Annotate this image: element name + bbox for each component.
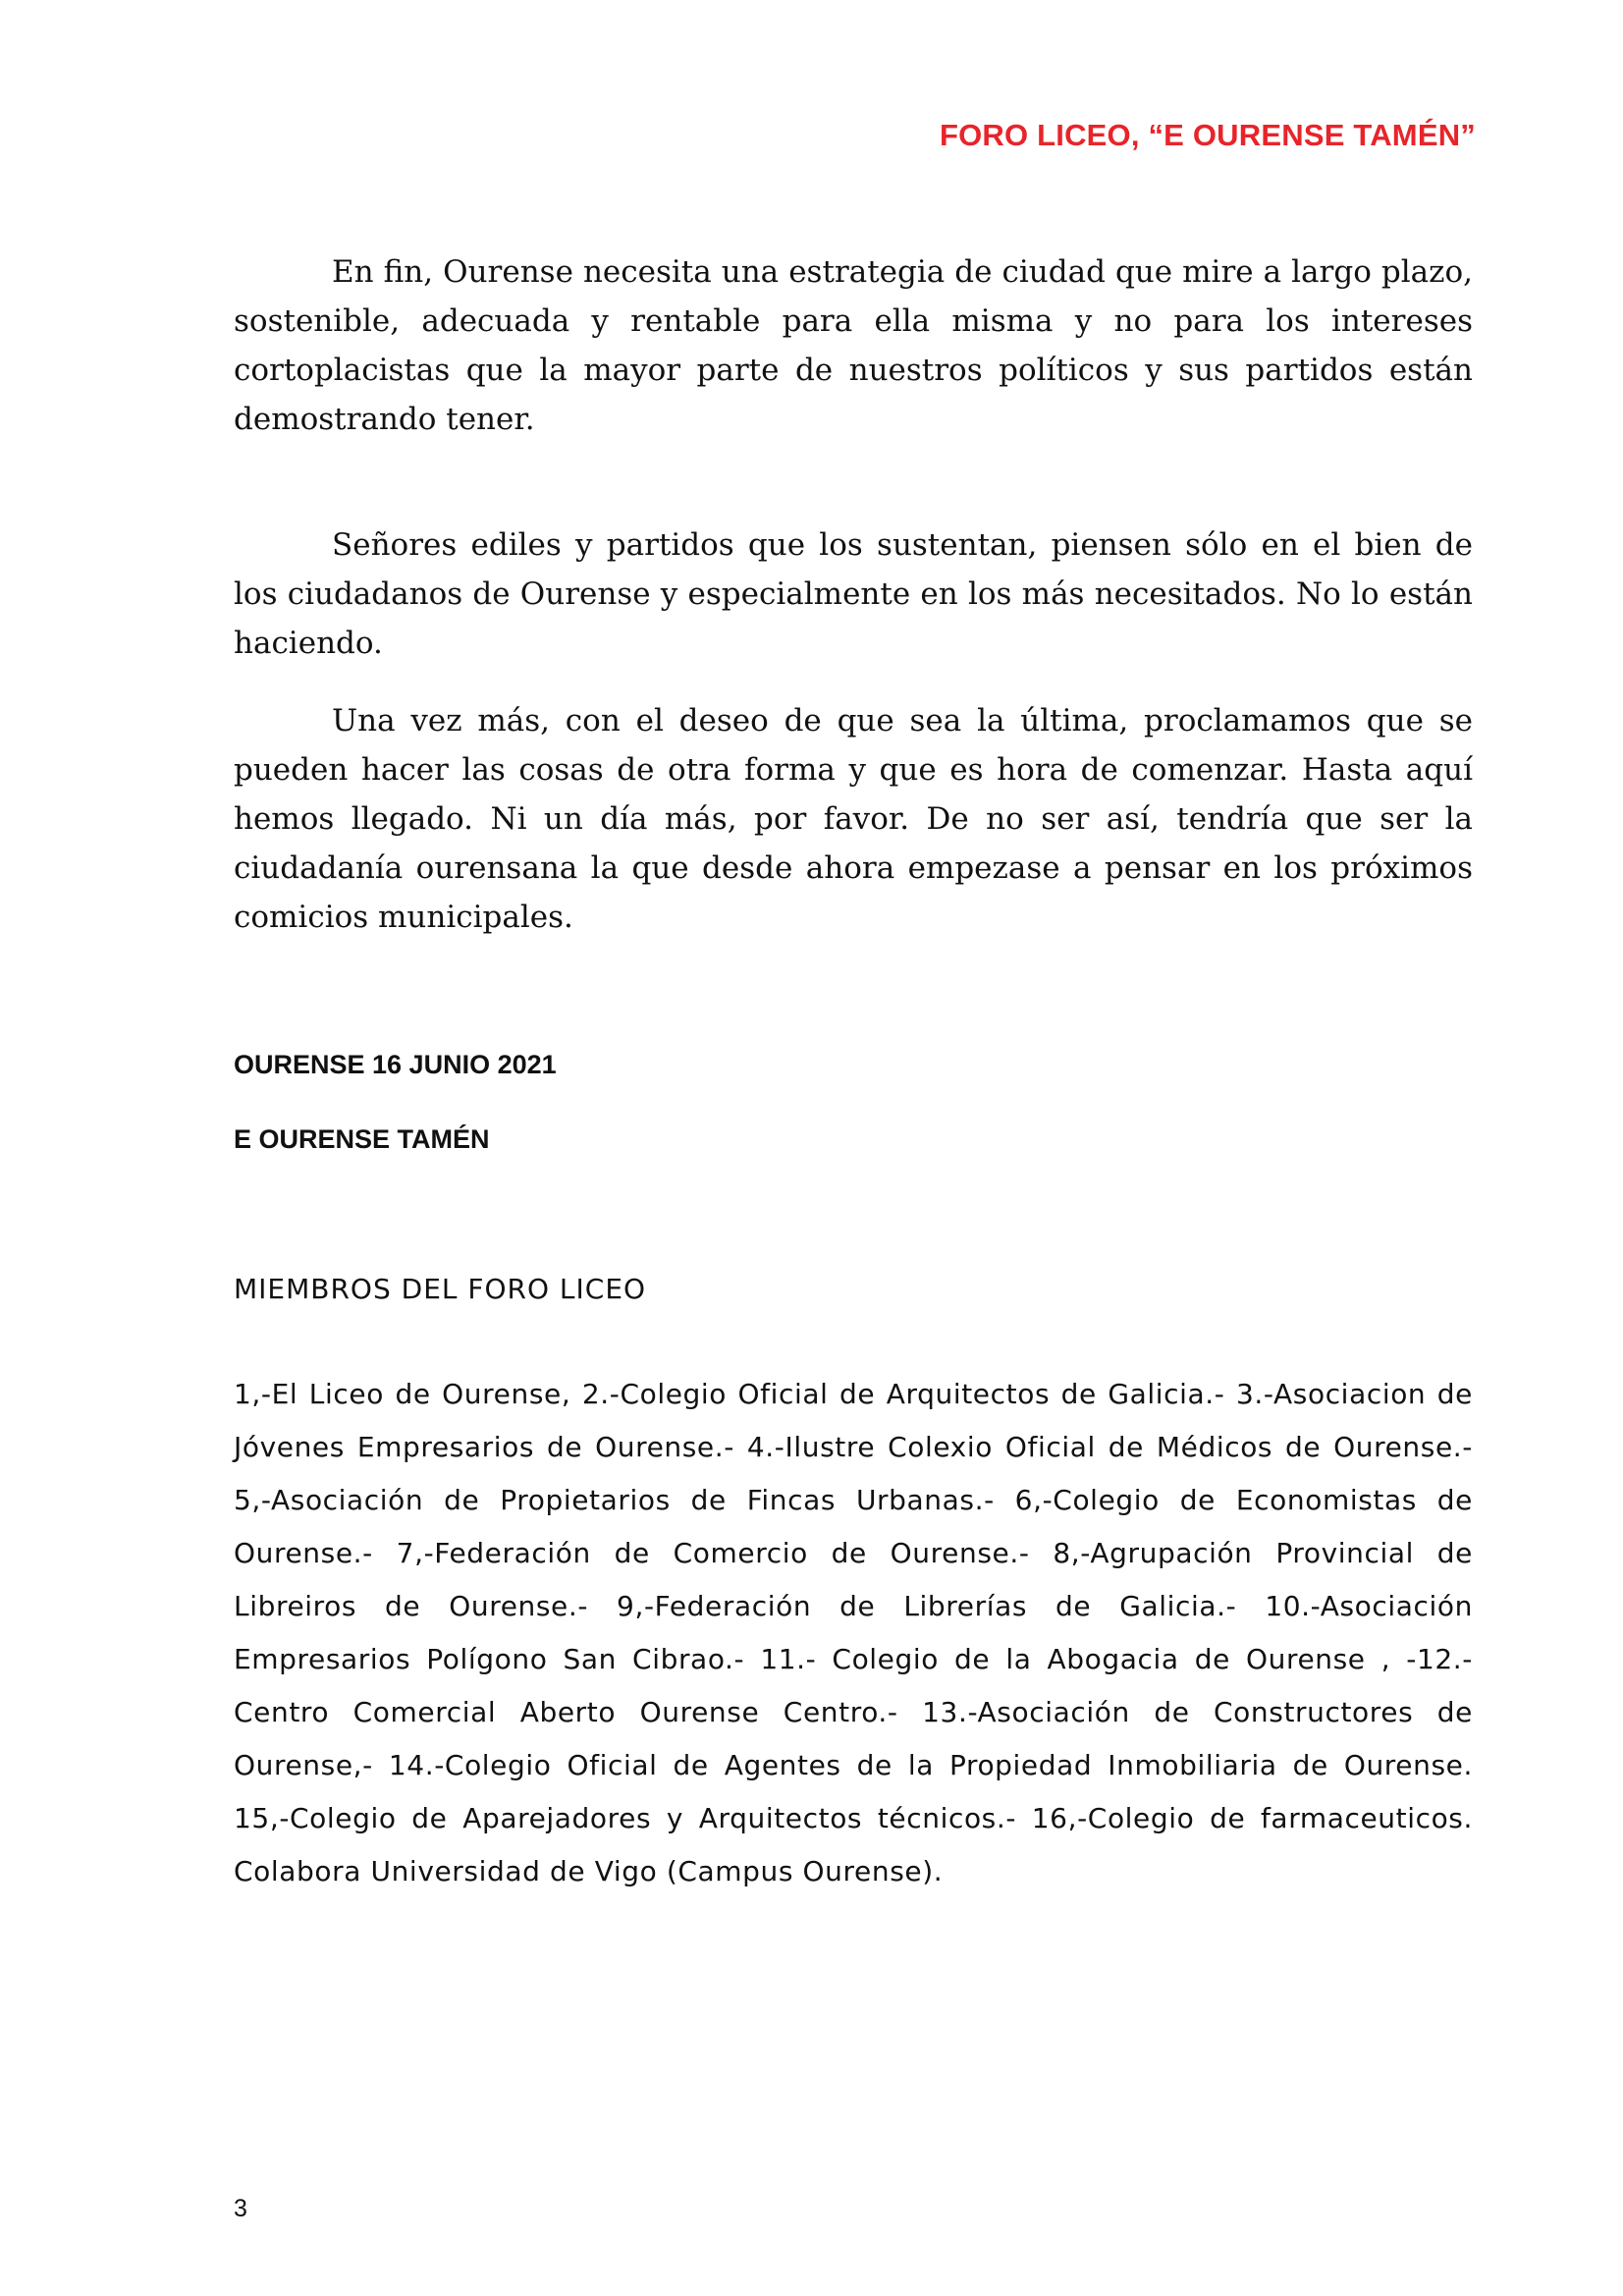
- members-heading: MIEMBROS DEL FORO LICEO: [234, 1273, 647, 1305]
- date-line: OURENSE 16 JUNIO 2021: [234, 1050, 557, 1079]
- body-paragraph-3: Una vez más, con el deseo de que sea la última, proclamamos que se pueden hacer las cosas de otra forma y que es hora de comenzar. Hasta aquí hemos llegado. Ni un día más, por favor. De no ser así, tendría que ser la ciudadanía ourensana la que desde ahora empezase a pensar en los próximos comicios municipales.: [234, 703, 1473, 935]
- body-paragraph-1: En fin, Ourense necesita una estrategia de ciudad que mire a largo plazo, sostenible, adecuada y rentable para ella misma y no para los intereses cortoplacistas que la mayor parte de nuestros políticos y sus partidos están demostrando tener.: [234, 254, 1473, 437]
- members-list: 1,-El Liceo de Ourense, 2.-Colegio Oficial de Arquitectos de Galicia.- 3.-Asociacion de Jóvenes Empresarios de Ourense.- 4.-Ilustre Colexio Oficial de Médicos de Ourense.- 5,-Asociación de Propietarios de Fincas Urbanas.- 6,-Colegio de Economistas de Ourense.- 7,-Federación de Comercio de Ourense.- 8,-Agrupación Provincial de Libreiros de Ourense.- 9,-Federación de Librerías de Galicia.- 10.-Asociación Empresarios Polígono San Cibrao.- 11.- Colegio de la Abogacia de Ourense , -12.- Centro Comercial Aberto Ourense Centro.- 13.-Asociación de Constructores de Ourense,- 14.-Colegio Oficial de Agentes de la Propiedad Inmobiliaria de Ourense. 15,-Colegio de Aparejadores y Arquitectos técnicos.- 16,-Colegio de farmaceuticos. Colabora Universidad de Vigo (Campus Ourense).: [234, 1378, 1473, 1887]
- signature-line: E OURENSE TAMÉN: [234, 1124, 490, 1154]
- page-number: 3: [234, 2195, 247, 2222]
- body-paragraph-2: Señores ediles y partidos que los sustentan, piensen sólo en el bien de los ciudadanos de Ourense y especialmente en los más necesitados. No lo están haciendo.: [234, 527, 1473, 661]
- document-header-title: FORO LICEO, “E OURENSE TAMÉN”: [939, 118, 1476, 152]
